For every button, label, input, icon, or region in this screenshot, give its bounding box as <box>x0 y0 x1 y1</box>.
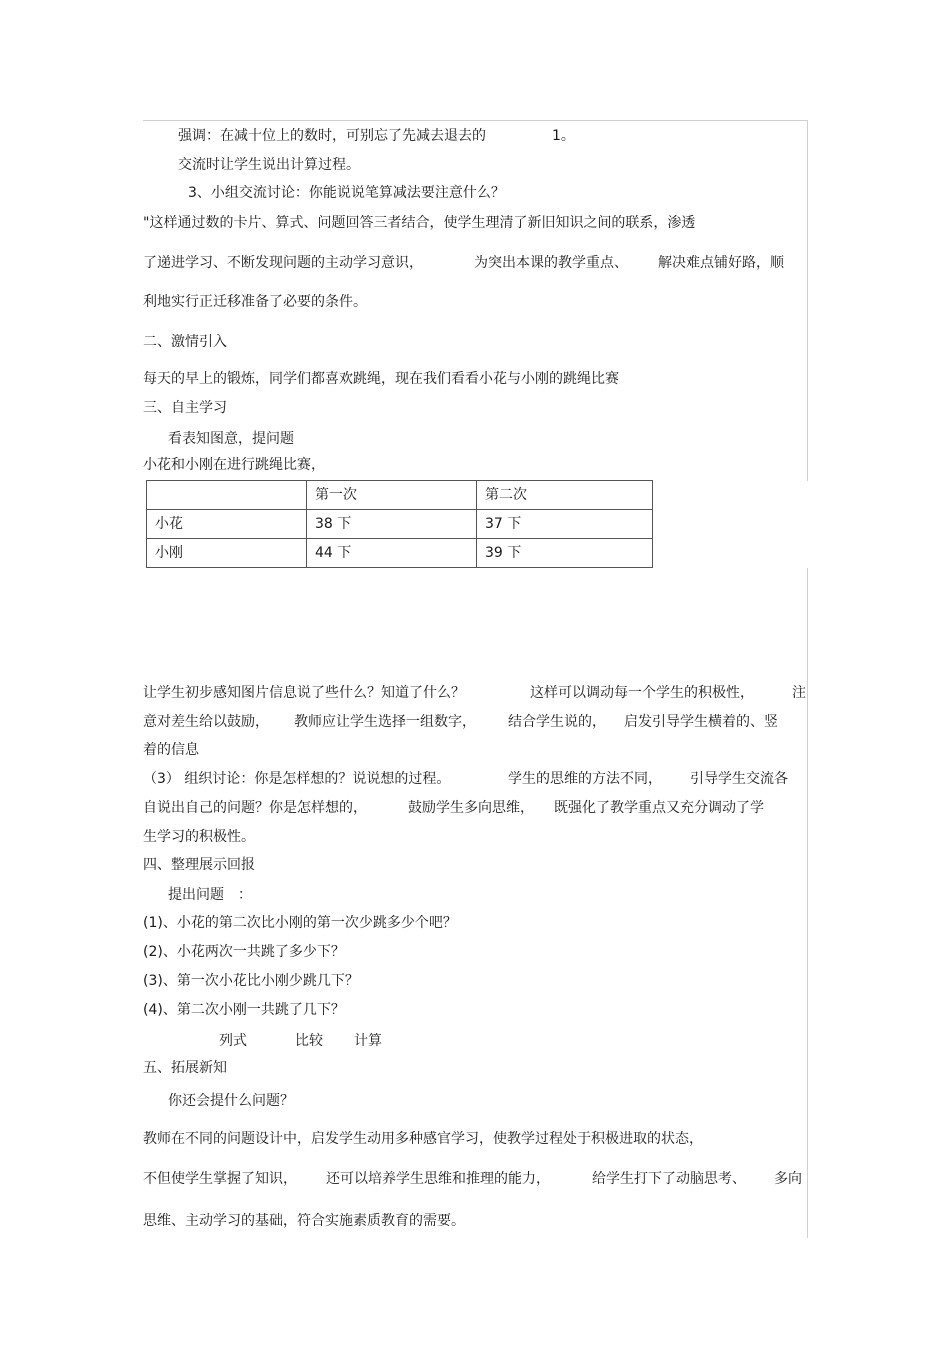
section-heading: 五、拓展新知 <box>143 1060 227 1076</box>
table-cell: 38 下 <box>307 510 477 539</box>
table-cell: 39 下 <box>477 539 653 568</box>
paragraph-line: 给学生打下了动脑思考、 <box>592 1171 746 1187</box>
emphasis-text: 强调：在减十位上的数时，可别忘了先减去退去的 <box>178 128 486 144</box>
paragraph-line: 结合学生说的， <box>508 714 606 730</box>
table-cell: 小花 <box>147 510 307 539</box>
table-header-cell: 第一次 <box>307 481 477 510</box>
paragraph-line: 多向 <box>774 1171 802 1187</box>
step-label: 比较 <box>295 1033 323 1049</box>
paragraph-line: 鼓励学生多向思维， <box>408 800 534 816</box>
paragraph-line: 提出问题 ： <box>168 887 252 903</box>
question-item: (2)、小花两次一共跳了多少下？ <box>143 944 345 960</box>
paragraph-line: 看表知图意，提问题 <box>168 431 294 447</box>
paragraph-line: 解决难点铺好路，顺 <box>658 255 784 271</box>
paragraph-line: 意对差生给以鼓励， <box>143 714 269 730</box>
step-label: 列式 <box>219 1033 247 1049</box>
question-item: (4)、第二次小刚一共跳了几下？ <box>143 1002 345 1018</box>
table-row <box>147 539 653 568</box>
paragraph-line: 让学生初步感知图片信息说了些什么？知道了什么？ <box>143 685 465 701</box>
exchange-text: 交流时让学生说出计算过程。 <box>178 157 360 173</box>
paragraph-line: 不但使学生掌握了知识， <box>143 1171 297 1187</box>
question-item: (1)、小花的第二次比小刚的第一次少跳多少个吧？ <box>143 915 457 931</box>
table-header-cell: 第二次 <box>477 481 653 510</box>
paragraph-line: 每天的早上的锻炼，同学们都喜欢跳绳，现在我们看看小花与小刚的跳绳比赛 <box>143 371 619 387</box>
paragraph-line: 教师应让学生选择一组数字， <box>294 714 476 730</box>
paragraph-line: 学生的思维的方法不同， <box>508 771 662 787</box>
jump-rope-table <box>146 480 653 568</box>
table-cell: 小刚 <box>147 539 307 568</box>
paragraph-line: 启发引导学生横着的、竖 <box>624 714 778 730</box>
table-row <box>147 510 653 539</box>
paragraph-line: 还可以培养学生思维和推理的能力， <box>326 1171 550 1187</box>
paragraph-line: 这样可以调动每一个学生的积极性， <box>530 685 754 701</box>
paragraph-line: 利地实行正迁移准备了必要的条件。 <box>143 294 367 310</box>
paragraph-line: 引导学生交流各 <box>690 771 788 787</box>
section-heading: 三、自主学习 <box>143 400 227 416</box>
section-heading: 四、整理展示回报 <box>143 857 255 873</box>
paragraph-line: 小花和小刚在进行跳绳比赛， <box>143 457 325 473</box>
paragraph-line: 自说出自己的问题？你是怎样想的， <box>143 800 367 816</box>
paragraph-line: 思维、主动学习的基础，符合实施素质教育的需要。 <box>143 1213 465 1229</box>
paragraph-line: 生学习的积极性。 <box>143 829 255 845</box>
table-header-cell <box>147 481 307 510</box>
paragraph-line: （3） 组织讨论：你是怎样想的？说说想的过程。 <box>143 771 451 787</box>
paragraph-line: 着的信息 <box>143 742 199 758</box>
table-cell: 37 下 <box>477 510 653 539</box>
paragraph-line: "这样通过数的卡片、算式、问题回答三者结合，使学生理清了新旧知识之间的联系，渗透 <box>143 215 696 231</box>
step-label: 计算 <box>354 1033 382 1049</box>
paragraph-line: 你还会提什么问题？ <box>168 1093 294 1109</box>
paragraph-line: 既强化了教学重点又充分调动了学 <box>554 800 764 816</box>
paragraph-line: 教师在不同的问题设计中，启发学生动用多种感官学习，使教学过程处于积极进取的状态， <box>143 1131 703 1147</box>
emphasis-number: 1。 <box>552 128 575 144</box>
paragraph-line: 了递进学习、不断发现问题的主动学习意识， <box>143 255 423 271</box>
paragraph-line: 注 <box>792 685 806 701</box>
group-discussion-text: 3、小组交流讨论：你能说说笔算减法要注意什么？ <box>188 185 505 201</box>
paragraph-line: 为突出本课的教学重点、 <box>474 255 628 271</box>
question-item: (3)、第一次小花比小刚少跳几下？ <box>143 973 359 989</box>
section-heading: 二、激情引入 <box>143 334 227 350</box>
table-header-row <box>147 481 653 510</box>
table-cell: 44 下 <box>307 539 477 568</box>
